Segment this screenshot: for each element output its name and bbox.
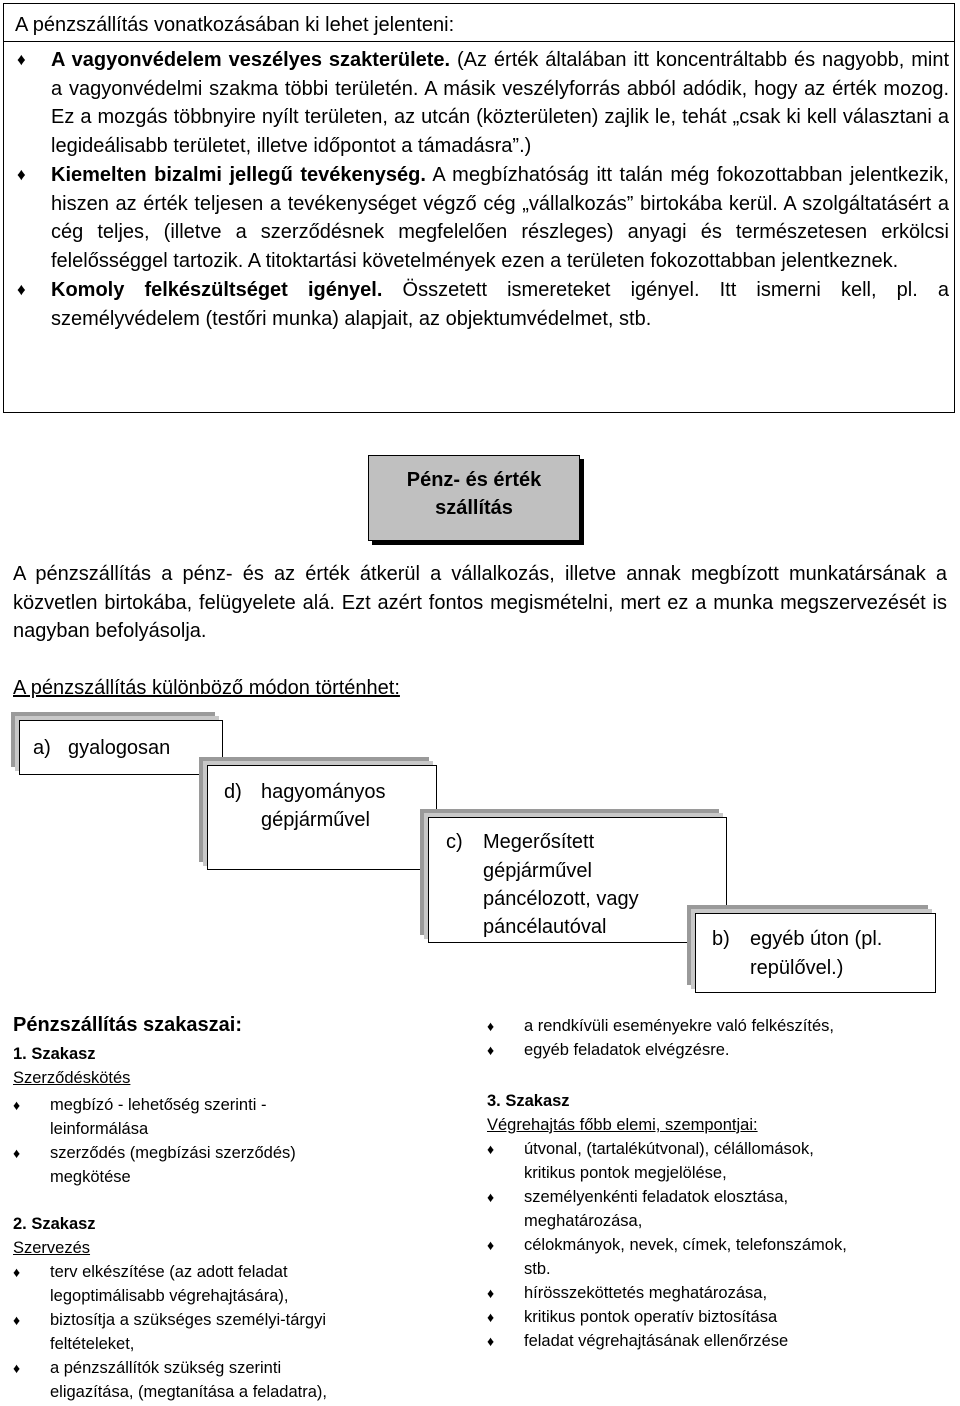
- way-box-b: [695, 913, 936, 993]
- way-text: páncélautóval: [483, 916, 607, 938]
- diamond-bullet-icon: ♦: [13, 1145, 21, 1161]
- list-item-line: eligazítása, (megtanítása a feladatra),: [50, 1383, 327, 1401]
- list-item-line: feladat végrehajtásának ellenőrzése: [524, 1332, 789, 1350]
- list-item: [13, 1356, 453, 1404]
- way-label: d): [224, 781, 242, 803]
- ways-title: A pénzszállítás különböző módon történhet:: [13, 677, 400, 699]
- way-text: egyéb úton (pl.: [750, 928, 883, 950]
- diamond-bullet-icon: ♦: [13, 1097, 21, 1113]
- list-item-line: kritikus pontok operatív biztosítása: [524, 1308, 778, 1326]
- section-heading-line1: Pénz- és érték: [406, 469, 542, 491]
- stage1-heading: 1. Szakasz: [13, 1045, 96, 1063]
- list-item: [487, 1305, 952, 1329]
- list-item: [13, 1141, 453, 1189]
- diamond-bullet-icon: ♦: [13, 1264, 21, 1280]
- list-item: [487, 1038, 952, 1062]
- list-item: [13, 1308, 453, 1356]
- list-item-line: egyéb feladatok elvégzésre.: [524, 1041, 730, 1059]
- diamond-bullet-icon: ♦: [17, 280, 26, 299]
- list-item-line: a rendkívüli eseményekre való felkészítés,: [524, 1017, 834, 1035]
- way-text: gyalogosan: [68, 737, 171, 759]
- top-info-box: [3, 3, 955, 413]
- diamond-bullet-icon: ♦: [487, 1333, 495, 1349]
- divider: [4, 41, 954, 42]
- diamond-bullet-icon: ♦: [487, 1237, 495, 1253]
- list-item: [487, 1185, 952, 1233]
- list-item: [17, 46, 949, 160]
- bullet-text: (Az érték általában itt koncentráltabb és nagyobb, mint a vagyonvédelmi szakma többi területén. A másik veszélyforrás abból adódik, hogy az érték mozog. Ez a mozgás többnyire nyílt területen, az utcán (közterületen) zajlik le, tehát „csak ki kell választani a legideálisabb területet, illetve időpontot a támadásra”.): [51, 49, 950, 157]
- diamond-bullet-icon: ♦: [17, 50, 26, 69]
- list-item-line: meghatározása,: [524, 1212, 643, 1230]
- bullet-bold-text: Kiemelten bizalmi jellegű tevékenység.: [51, 164, 426, 186]
- list-item-line: leinformálása: [50, 1120, 149, 1138]
- top-box-title: A pénzszállítás vonatkozásában ki lehet jelenteni:: [15, 14, 455, 36]
- way-label: b): [712, 928, 730, 950]
- list-item-line: szerződés (megbízási szerződés): [50, 1144, 296, 1162]
- list-item: [487, 1233, 952, 1281]
- list-item: [487, 1137, 952, 1185]
- list-item-line: megkötése: [50, 1168, 131, 1186]
- stage2-heading: 2. Szakasz: [13, 1215, 96, 1233]
- diamond-bullet-icon: ♦: [487, 1189, 495, 1205]
- list-item-line: megbízó - lehetőség szerinti -: [50, 1096, 267, 1114]
- way-text: páncélozott, vagy: [483, 888, 639, 910]
- diamond-bullet-icon: ♦: [487, 1141, 495, 1157]
- diamond-bullet-icon: ♦: [487, 1042, 495, 1058]
- top-bullet-list: [17, 46, 949, 334]
- list-item-line: biztosítja a szükséges személyi-tárgyi: [50, 1311, 327, 1329]
- list-item: [487, 1329, 952, 1353]
- bullet-text: Összetett ismereteket igényel. Itt ismerni kell, pl. a személyvédelem (testőri munka) alapjait, az objektumvédelmet, stb.: [51, 279, 949, 330]
- list-item-line: célokmányok, nevek, címek, telefonszámok,: [524, 1236, 847, 1254]
- way-box-d: [207, 765, 437, 870]
- stage3-heading: 3. Szakasz: [487, 1092, 570, 1110]
- stages-title: Pénzszállítás szakaszai:: [13, 1014, 243, 1036]
- way-label: c): [446, 831, 463, 853]
- diamond-bullet-icon: ♦: [13, 1312, 21, 1328]
- list-item: [487, 1014, 952, 1038]
- way-box-c: [428, 817, 727, 943]
- bullet-text: A megbízhatóság itt talán még fokozottabban jelentkezik, hiszen az érték teljesen a tevékenységet végző cég „vállalkozás” birtokába kerül. A szolgáltatásért a cég teljes, (illetve a szerződésnek megfelelően részleges) anyagi és természetesen erkölcsi felelősséggel tartozik. A titoktartási követelmények ezen a területen fokozottabban jelentkeznek.: [51, 164, 949, 272]
- way-label: a): [33, 737, 51, 759]
- way-box-a: [19, 720, 223, 775]
- stage2-subheading: Szervezés: [13, 1239, 91, 1257]
- list-item: [17, 161, 949, 275]
- diamond-bullet-icon: ♦: [17, 165, 26, 184]
- stages-right-column: [487, 1014, 952, 1353]
- list-item: [13, 1093, 453, 1141]
- list-item-line: a pénzszállítók szükség szerinti: [50, 1359, 282, 1377]
- way-text: gépjárművel: [483, 860, 592, 882]
- diamond-bullet-icon: ♦: [487, 1309, 495, 1325]
- list-item: [17, 276, 949, 333]
- bullet-bold-text: Komoly felkészültséget igényel.: [51, 279, 383, 301]
- stage3-subheading: Végrehajtás főbb elemi, szempontjai:: [487, 1116, 758, 1134]
- list-item-line: személyenkénti feladatok elosztása,: [524, 1188, 789, 1206]
- intro-paragraph: A pénzszállítás a pénz- és az érték átkerül a vállalkozás, illetve annak megbízott munkatársának a közvetlen birtokába, felügyelete alá. Ezt azért fontos megismételni, mert ez a munka megszervezését is nagyban befolyásolja.: [13, 563, 947, 642]
- list-item: [487, 1281, 952, 1305]
- list-item-line: kritikus pontok megjelölése,: [524, 1164, 727, 1182]
- list-item-line: útvonal, (tartalékútvonal), célállomások,: [524, 1140, 814, 1158]
- section-heading-box: [368, 455, 580, 541]
- diamond-bullet-icon: ♦: [13, 1360, 21, 1376]
- stages-left-column: [13, 1042, 453, 1404]
- list-item-line: stb.: [524, 1260, 551, 1278]
- section-heading-line2: szállítás: [435, 497, 513, 519]
- bullet-bold-text: A vagyonvédelem veszélyes szakterülete.: [51, 49, 451, 71]
- list-item-line: feltételeket,: [50, 1335, 135, 1353]
- way-text: repülővel.): [750, 957, 844, 979]
- list-item-line: legoptimálisabb végrehajtására),: [50, 1287, 289, 1305]
- diamond-bullet-icon: ♦: [487, 1018, 495, 1034]
- list-item: [13, 1260, 453, 1308]
- way-text: hagyományos: [261, 781, 386, 803]
- list-item-line: terv elkészítése (az adott feladat: [50, 1263, 288, 1281]
- list-item-line: hírösszeköttetés meghatározása,: [524, 1284, 768, 1302]
- way-text: gépjárművel: [261, 809, 370, 831]
- diamond-bullet-icon: ♦: [487, 1285, 495, 1301]
- stage1-subheading: Szerződéskötés: [13, 1069, 131, 1087]
- way-text: Megerősített: [483, 831, 595, 853]
